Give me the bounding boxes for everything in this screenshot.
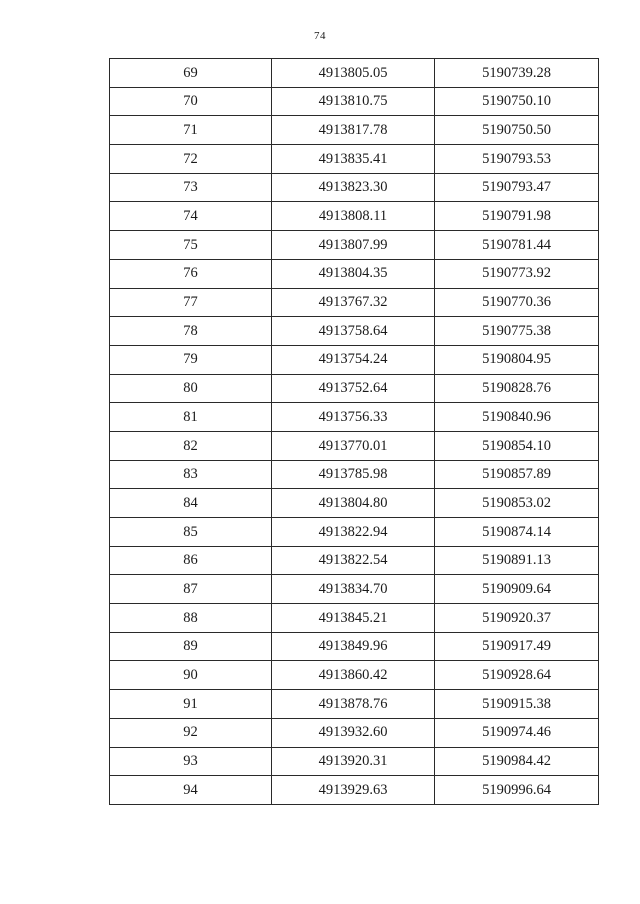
table-row — [110, 145, 599, 174]
x-coordinate-cell: 4913920.31 — [272, 747, 435, 776]
y-coordinate-cell: 5190891.13 — [435, 546, 599, 575]
page-number: 74 — [314, 30, 326, 42]
x-coordinate-cell: 4913805.05 — [272, 59, 435, 88]
y-coordinate-cell: 5190974.46 — [435, 718, 599, 747]
x-coordinate-cell: 4913822.94 — [272, 518, 435, 547]
x-coordinate-cell: 4913752.64 — [272, 374, 435, 403]
y-coordinate-cell: 5190928.64 — [435, 661, 599, 690]
point-number-cell: 93 — [110, 747, 272, 776]
x-coordinate-cell: 4913756.33 — [272, 403, 435, 432]
y-coordinate-cell: 5190791.98 — [435, 202, 599, 231]
point-number-cell: 85 — [110, 518, 272, 547]
point-number-cell: 75 — [110, 231, 272, 260]
y-coordinate-cell: 5190739.28 — [435, 59, 599, 88]
point-number-cell: 92 — [110, 718, 272, 747]
y-coordinate-cell: 5190874.14 — [435, 518, 599, 547]
y-coordinate-cell: 5190984.42 — [435, 747, 599, 776]
x-coordinate-cell: 4913822.54 — [272, 546, 435, 575]
y-coordinate-cell: 5190804.95 — [435, 345, 599, 374]
point-number-cell: 91 — [110, 690, 272, 719]
point-number-cell: 89 — [110, 632, 272, 661]
x-coordinate-cell: 4913823.30 — [272, 173, 435, 202]
table-row — [110, 518, 599, 547]
point-number-cell: 90 — [110, 661, 272, 690]
x-coordinate-cell: 4913804.80 — [272, 489, 435, 518]
x-coordinate-cell: 4913835.41 — [272, 145, 435, 174]
point-number-cell: 81 — [110, 403, 272, 432]
y-coordinate-cell: 5190773.92 — [435, 259, 599, 288]
table-row — [110, 345, 599, 374]
point-number-cell: 80 — [110, 374, 272, 403]
x-coordinate-cell: 4913785.98 — [272, 460, 435, 489]
table-row — [110, 604, 599, 633]
y-coordinate-cell: 5190770.36 — [435, 288, 599, 317]
table-row — [110, 718, 599, 747]
table-row — [110, 231, 599, 260]
table-row — [110, 173, 599, 202]
point-number-cell: 94 — [110, 776, 272, 805]
y-coordinate-cell: 5190996.64 — [435, 776, 599, 805]
point-number-cell: 73 — [110, 173, 272, 202]
table-row — [110, 661, 599, 690]
table-row — [110, 59, 599, 88]
x-coordinate-cell: 4913817.78 — [272, 116, 435, 145]
point-number-cell: 79 — [110, 345, 272, 374]
x-coordinate-cell: 4913878.76 — [272, 690, 435, 719]
y-coordinate-cell: 5190854.10 — [435, 431, 599, 460]
table-row — [110, 776, 599, 805]
table-row — [110, 747, 599, 776]
point-number-cell: 70 — [110, 87, 272, 116]
point-number-cell: 74 — [110, 202, 272, 231]
table-row — [110, 546, 599, 575]
x-coordinate-cell: 4913770.01 — [272, 431, 435, 460]
coordinates-table-body — [110, 59, 599, 805]
table-row — [110, 259, 599, 288]
point-number-cell: 71 — [110, 116, 272, 145]
y-coordinate-cell: 5190781.44 — [435, 231, 599, 260]
x-coordinate-cell: 4913860.42 — [272, 661, 435, 690]
point-number-cell: 77 — [110, 288, 272, 317]
point-number-cell: 82 — [110, 431, 272, 460]
x-coordinate-cell: 4913849.96 — [272, 632, 435, 661]
y-coordinate-cell: 5190840.96 — [435, 403, 599, 432]
point-number-cell: 86 — [110, 546, 272, 575]
table-row — [110, 374, 599, 403]
y-coordinate-cell: 5190750.50 — [435, 116, 599, 145]
x-coordinate-cell: 4913810.75 — [272, 87, 435, 116]
point-number-cell: 76 — [110, 259, 272, 288]
x-coordinate-cell: 4913804.35 — [272, 259, 435, 288]
y-coordinate-cell: 5190750.10 — [435, 87, 599, 116]
table-row — [110, 431, 599, 460]
table-row — [110, 575, 599, 604]
table-row — [110, 317, 599, 346]
y-coordinate-cell: 5190775.38 — [435, 317, 599, 346]
x-coordinate-cell: 4913932.60 — [272, 718, 435, 747]
point-number-cell: 78 — [110, 317, 272, 346]
table-row — [110, 202, 599, 231]
x-coordinate-cell: 4913808.11 — [272, 202, 435, 231]
x-coordinate-cell: 4913834.70 — [272, 575, 435, 604]
table-row — [110, 403, 599, 432]
x-coordinate-cell: 4913758.64 — [272, 317, 435, 346]
point-number-cell: 87 — [110, 575, 272, 604]
point-number-cell: 83 — [110, 460, 272, 489]
table-row — [110, 288, 599, 317]
point-number-cell: 72 — [110, 145, 272, 174]
table-row — [110, 87, 599, 116]
y-coordinate-cell: 5190857.89 — [435, 460, 599, 489]
x-coordinate-cell: 4913754.24 — [272, 345, 435, 374]
y-coordinate-cell: 5190828.76 — [435, 374, 599, 403]
point-number-cell: 84 — [110, 489, 272, 518]
table-row — [110, 690, 599, 719]
point-number-cell: 69 — [110, 59, 272, 88]
y-coordinate-cell: 5190917.49 — [435, 632, 599, 661]
coordinates-table — [109, 58, 599, 805]
y-coordinate-cell: 5190920.37 — [435, 604, 599, 633]
y-coordinate-cell: 5190793.47 — [435, 173, 599, 202]
y-coordinate-cell: 5190793.53 — [435, 145, 599, 174]
y-coordinate-cell: 5190915.38 — [435, 690, 599, 719]
x-coordinate-cell: 4913807.99 — [272, 231, 435, 260]
y-coordinate-cell: 5190909.64 — [435, 575, 599, 604]
y-coordinate-cell: 5190853.02 — [435, 489, 599, 518]
table-row — [110, 489, 599, 518]
x-coordinate-cell: 4913929.63 — [272, 776, 435, 805]
x-coordinate-cell: 4913845.21 — [272, 604, 435, 633]
table-row — [110, 460, 599, 489]
point-number-cell: 88 — [110, 604, 272, 633]
table-row — [110, 116, 599, 145]
table-row — [110, 632, 599, 661]
x-coordinate-cell: 4913767.32 — [272, 288, 435, 317]
